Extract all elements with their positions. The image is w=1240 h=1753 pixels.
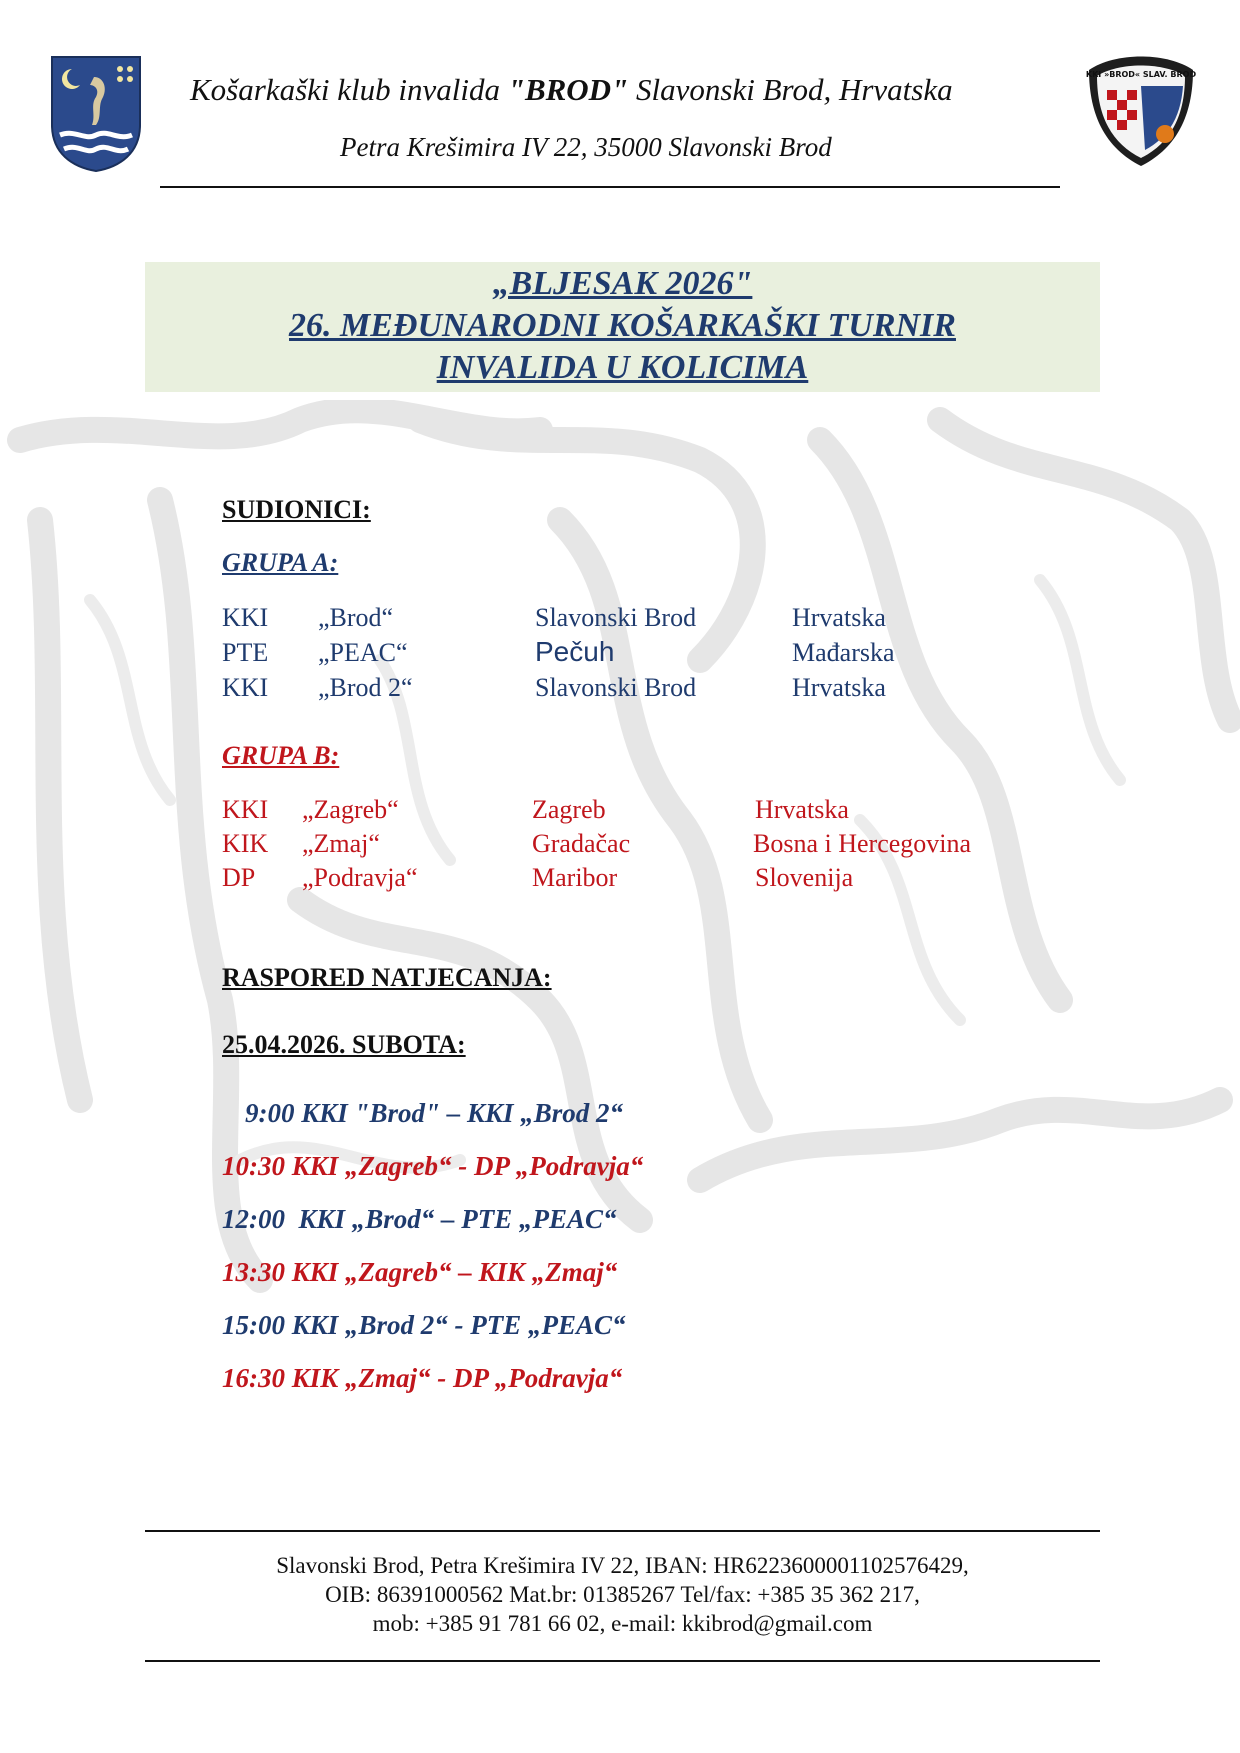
group-b-label: GRUPA B: bbox=[222, 741, 340, 770]
match-item bbox=[222, 1257, 617, 1288]
schedule-heading: RASPORED NATJECANJA: bbox=[222, 963, 552, 992]
match-item bbox=[245, 1098, 623, 1129]
match-teams: KKI „Zagreb“ – KIK „Zmaj“ bbox=[291, 1257, 618, 1287]
club-name-heading: Košarkaški klub invalida "BROD" Slavonski Brod, Hrvatska bbox=[190, 72, 953, 107]
team-country: Bosna i Hercegovina bbox=[753, 829, 972, 858]
match-time: 12:00 bbox=[222, 1204, 285, 1234]
team-country: Hrvatska bbox=[755, 795, 849, 824]
tournament-name: „BLJESAK 2026" bbox=[492, 265, 753, 302]
match-time: 15:00 bbox=[222, 1310, 285, 1340]
team-name: „Brod 2“ bbox=[318, 673, 413, 702]
team-city: Slavonski Brod bbox=[535, 673, 697, 702]
team-type: KKI bbox=[222, 603, 269, 632]
team-name: „Brod“ bbox=[318, 603, 394, 632]
team-type: DP bbox=[222, 863, 256, 892]
match-teams: KKI „Brod 2“ - PTE „PEAC“ bbox=[291, 1310, 626, 1340]
match-teams: KKI "Brod" – KKI „Brod 2“ bbox=[301, 1098, 624, 1128]
team-country: Slovenija bbox=[755, 863, 854, 892]
match-teams: KIK „Zmaj“ - DP „Podravja“ bbox=[291, 1363, 623, 1393]
header-divider bbox=[160, 186, 1060, 188]
tournament-category: INVALIDA U KOLICIMA bbox=[436, 349, 809, 386]
svg-text:KKI »BROD« SLAV. BROD: KKI »BROD« SLAV. BROD bbox=[1085, 70, 1197, 79]
footer-line-2: OIB: 86391000562 Mat.br: 01385267 Tel/fax: +385 35 362 217, bbox=[325, 1582, 920, 1607]
schedule-day: 25.04.2026. SUBOTA: bbox=[222, 1030, 466, 1059]
match-item bbox=[222, 1310, 626, 1341]
match-time: 10:30 bbox=[222, 1151, 285, 1181]
team-type: KKI bbox=[222, 795, 269, 824]
team-name: „PEAC“ bbox=[318, 638, 408, 667]
team-country: Hrvatska bbox=[792, 603, 886, 632]
footer-line-1: Slavonski Brod, Petra Krešimira IV 22, IBAN: HR6223600001102576429, bbox=[276, 1553, 969, 1578]
match-time: 9:00 bbox=[245, 1098, 295, 1128]
tournament-subtitle: 26. MEĐUNARODNI KOŠARKAŠKI TURNIR bbox=[289, 307, 956, 344]
team-country: Mađarska bbox=[792, 638, 895, 667]
match-item bbox=[222, 1204, 617, 1235]
club-address: Petra Krešimira IV 22, 35000 Slavonski Brod bbox=[340, 132, 832, 162]
team-city: Pečuh bbox=[535, 636, 615, 667]
group-a-label: GRUPA A: bbox=[222, 548, 339, 577]
team-type: KIK bbox=[222, 829, 269, 858]
team-city: Maribor bbox=[532, 863, 618, 892]
team-name: „Podravja“ bbox=[302, 863, 418, 892]
match-time: 16:30 bbox=[222, 1363, 285, 1393]
team-type: PTE bbox=[222, 638, 269, 667]
team-name: „Zmaj“ bbox=[302, 829, 380, 858]
match-item bbox=[222, 1363, 622, 1394]
footer-divider-top bbox=[145, 1530, 1100, 1532]
footer-line-3: mob: +385 91 781 66 02, e-mail: kkibrod@gmail.com bbox=[372, 1611, 873, 1636]
club-badge-icon bbox=[1085, 50, 1197, 168]
city-coat-of-arms-icon bbox=[50, 55, 142, 173]
team-city: Slavonski Brod bbox=[535, 603, 697, 632]
team-name: „Zagreb“ bbox=[302, 795, 399, 824]
team-city: Zagreb bbox=[532, 795, 606, 824]
team-country: Hrvatska bbox=[792, 673, 886, 702]
match-time: 13:30 bbox=[222, 1257, 285, 1287]
match-item bbox=[222, 1151, 643, 1182]
footer-divider-bottom bbox=[145, 1660, 1100, 1662]
participants-heading: SUDIONICI: bbox=[222, 495, 371, 524]
team-type: KKI bbox=[222, 673, 269, 702]
match-teams: KKI „Brod“ – PTE „PEAC“ bbox=[298, 1204, 617, 1234]
team-city: Gradačac bbox=[532, 829, 631, 858]
match-teams: KKI „Zagreb“ - DP „Podravja“ bbox=[291, 1151, 644, 1181]
